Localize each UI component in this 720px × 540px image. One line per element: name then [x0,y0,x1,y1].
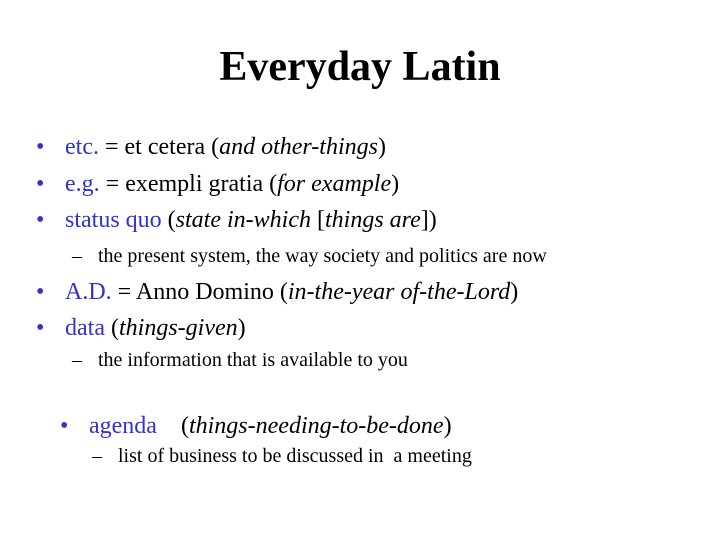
dash-icon: – [72,349,82,371]
closing-paren: ) [391,171,400,197]
bullet-icon: • [36,279,45,305]
opening-paren: ( [104,315,119,341]
bullet-item-data [36,313,246,343]
closing-paren: ) [237,315,246,341]
bullet-icon: • [36,171,45,197]
literal-meaning: things-given [118,315,238,341]
sub-item-data [72,347,408,373]
literal-meaning: for example [277,171,392,197]
latin-expansion: = exempli gratia ( [99,171,278,197]
literal-meaning: state in-which [175,207,317,233]
latin-term: A.D. [65,279,112,305]
closing-paren: ) [510,279,519,305]
bullet-icon: • [36,134,45,160]
latin-term: agenda [89,413,157,439]
bullet-item-ad [36,277,518,307]
latin-term: e.g. [65,171,100,197]
literal-meaning: and other-things [219,134,378,160]
closing-paren: ) [443,413,452,439]
latin-expansion: = et cetera ( [98,134,220,160]
latin-expansion: = Anno Domino ( [111,279,288,305]
latin-term: data [65,315,105,341]
opening-paren: ( [161,207,176,233]
slide-title: Everyday Latin [219,44,501,90]
dash-icon: – [72,245,82,267]
latin-term: status quo [65,207,162,233]
sub-item-text: the present system, the way society and politics are now [98,245,547,267]
bullet-item-eg [36,169,399,199]
bullet-icon: • [36,315,45,341]
bullet-item-etc [36,132,386,162]
closing-paren: ) [377,134,386,160]
sub-item-text: list of business to be discussed in a meeting [118,445,472,467]
bullet-item-status-quo [36,205,437,235]
bullet-icon: • [36,207,45,233]
literal-meaning: things-needing-to-be-done [188,413,444,439]
literal-meaning-inner: things are [325,207,421,233]
sub-item-agenda [72,417,472,495]
latin-term: etc. [65,134,99,160]
dash-icon: – [92,445,102,467]
bullet-icon: • [60,413,69,439]
bracket-open: [ [317,207,325,233]
sub-item-text: the information that is available to you [98,349,408,371]
sub-item-status-quo [72,243,547,269]
literal-meaning: in-the-year of-the-Lord [287,279,511,305]
opening-paren: ( [156,413,189,439]
bracket-close: ]) [420,207,437,233]
